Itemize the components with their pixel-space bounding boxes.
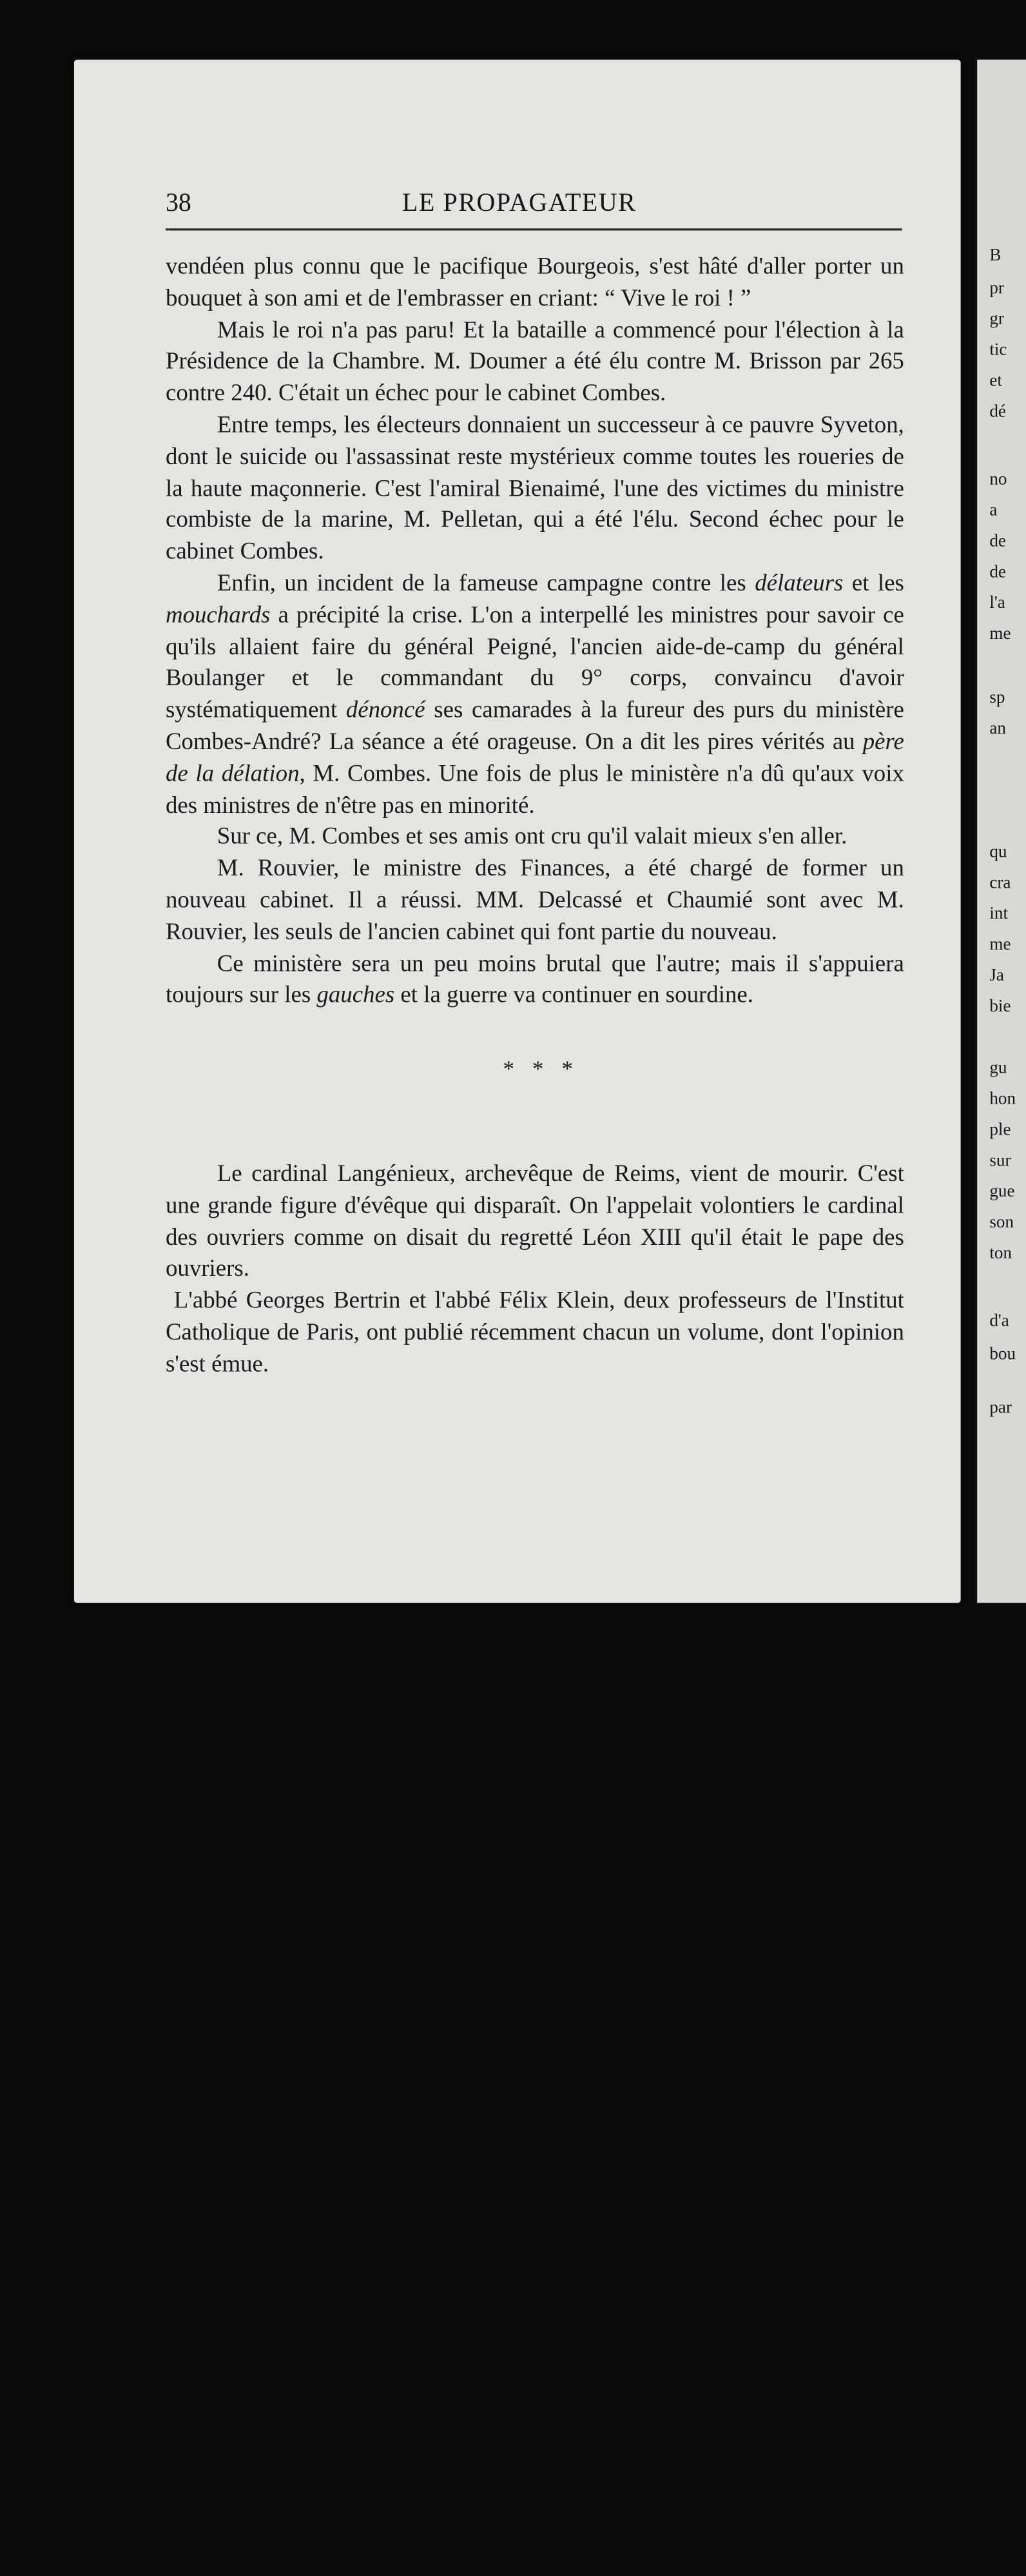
body-text (166, 250, 904, 1380)
emphasis: délateurs (755, 569, 844, 596)
facing-fragment: an (989, 718, 1006, 738)
facing-fragment: gr (989, 308, 1004, 329)
facing-fragment: cra (989, 872, 1011, 892)
emphasis: dénoncé (345, 696, 425, 723)
facing-fragment: qu (989, 841, 1007, 861)
facing-fragment: par (989, 1397, 1012, 1417)
facing-fragment: me (989, 934, 1011, 954)
emphasis: gauches (316, 981, 395, 1008)
facing-fragment: tic (989, 339, 1007, 360)
text-run: Enfin, un incident de la fameuse campagne contre les (217, 569, 755, 596)
page-number: 38 (165, 189, 191, 217)
page-header (166, 190, 906, 226)
paragraph: Sur ce, M. Combes et ses amis ont cru qu'il valait mieux s'en aller. (217, 822, 847, 850)
facing-fragment: de (989, 531, 1006, 551)
facing-fragment: et (989, 370, 1002, 390)
facing-fragment: gu (989, 1057, 1007, 1078)
emphasis: père de la délation (165, 727, 904, 786)
paragraph (166, 947, 904, 1010)
facing-fragment: int (989, 903, 1009, 923)
facing-page-edge (977, 60, 1026, 1603)
text-run: ses camarades à la fureur des purs du ministère Combes-André? La séance a été orageuse. On a dit les pires vérités au (165, 696, 904, 754)
facing-fragment: pr (989, 277, 1004, 298)
facing-fragment: son (989, 1212, 1014, 1232)
paragraph: vendéen plus connu que le pacifique Bourgeois, s'est hâté d'aller porter un bouquet à son ami et de l'embrasser en criant: “ Vive le roi ! ” (165, 252, 904, 311)
paragraph: Mais le roi n'a pas paru! Et la bataille a commencé pour l'élection à la Présidence de la Chambre. M. Doumer a été élu contre M. Brisson par 265 contre 240. C'était un échec pour le cabinet Combes. (165, 315, 904, 406)
facing-fragment: dé (989, 401, 1006, 421)
paragraph: Le cardinal Langénieux, archevêque de Reims, vient de mourir. C'est une grande figure d'évêque qui disparaît. On l'appelait volontiers le cardinal des ouvriers comme on disait du regretté Léon XIII qu'il était le pape des ouvriers. (165, 1159, 904, 1282)
running-title: LE PROPAGATEUR (402, 189, 637, 217)
facing-fragment: a (989, 500, 998, 520)
facing-fragment: l'a (989, 592, 1005, 612)
scan-margin-left (0, 60, 74, 1603)
text-run: , M. Combes. Une fois de plus le ministère n'a dû qu'aux voix des ministres de n'être pas en minorité. (165, 759, 904, 818)
paragraph: M. Rouvier, le ministre des Finances, a été chargé de former un nouveau cabinet. Il a réussi. MM. Delcassé et Chaumié sont avec M. Rouvier, les seuls de l'ancien cabinet qui font partie du nouveau. (165, 854, 904, 944)
facing-fragment: B (989, 244, 1002, 265)
emphasis: mouchards (165, 600, 271, 628)
paragraph: Entre temps, les électeurs donnaient un successeur à ce pauvre Syveton, dont le suicide ou l'assassinat reste mystérieux comme toutes les roueries de la haute maçonnerie. C'est l'amiral Bienaimé, l'une des victimes du ministre combiste de la marine, M. Pelletan, qui a été l'élu. Second échec pour le cabinet Combes. (165, 410, 904, 564)
facing-fragment: ple (989, 1119, 1011, 1139)
facing-fragment: de (989, 561, 1006, 581)
text-run: a précipité la crise. L'on a interpellé les ministres pour savoir ce qu'ils allaient faire du général Peigné, l'ancien aide-de-camp du général Boulanger et le commandant du 9° corps, convaincu d'avoir systématiquement (165, 600, 904, 723)
facing-fragment: bou (989, 1343, 1016, 1363)
text-run: et la guerre va continuer en sourdine. (394, 981, 753, 1008)
facing-fragment: d'a (989, 1311, 1009, 1331)
facing-fragment: Ja (989, 965, 1004, 985)
facing-fragment: no (989, 469, 1007, 489)
facing-fragment: ton (989, 1242, 1012, 1263)
facing-fragment: sur (989, 1150, 1011, 1170)
facing-fragment: bie (989, 995, 1011, 1016)
facing-fragment: hon (989, 1088, 1016, 1108)
facing-fragment: gue (989, 1181, 1015, 1201)
section-separator: * * * (503, 1055, 579, 1082)
facing-fragment: me (989, 623, 1011, 643)
header-rule (166, 228, 902, 230)
text-run: et les (843, 569, 904, 596)
paragraph: L'abbé Georges Bertrin et l'abbé Félix Klein, deux professeurs de l'Institut Catholique de Paris, ont publié récemment chacun un volume, dont l'opinion s'est émue. (165, 1286, 904, 1376)
text-run: Ce ministère sera un peu moins brutal que l'autre; mais il s'appuiera toujours sur les (165, 949, 904, 1008)
facing-fragment: sp (989, 687, 1005, 707)
paragraph (166, 567, 904, 820)
